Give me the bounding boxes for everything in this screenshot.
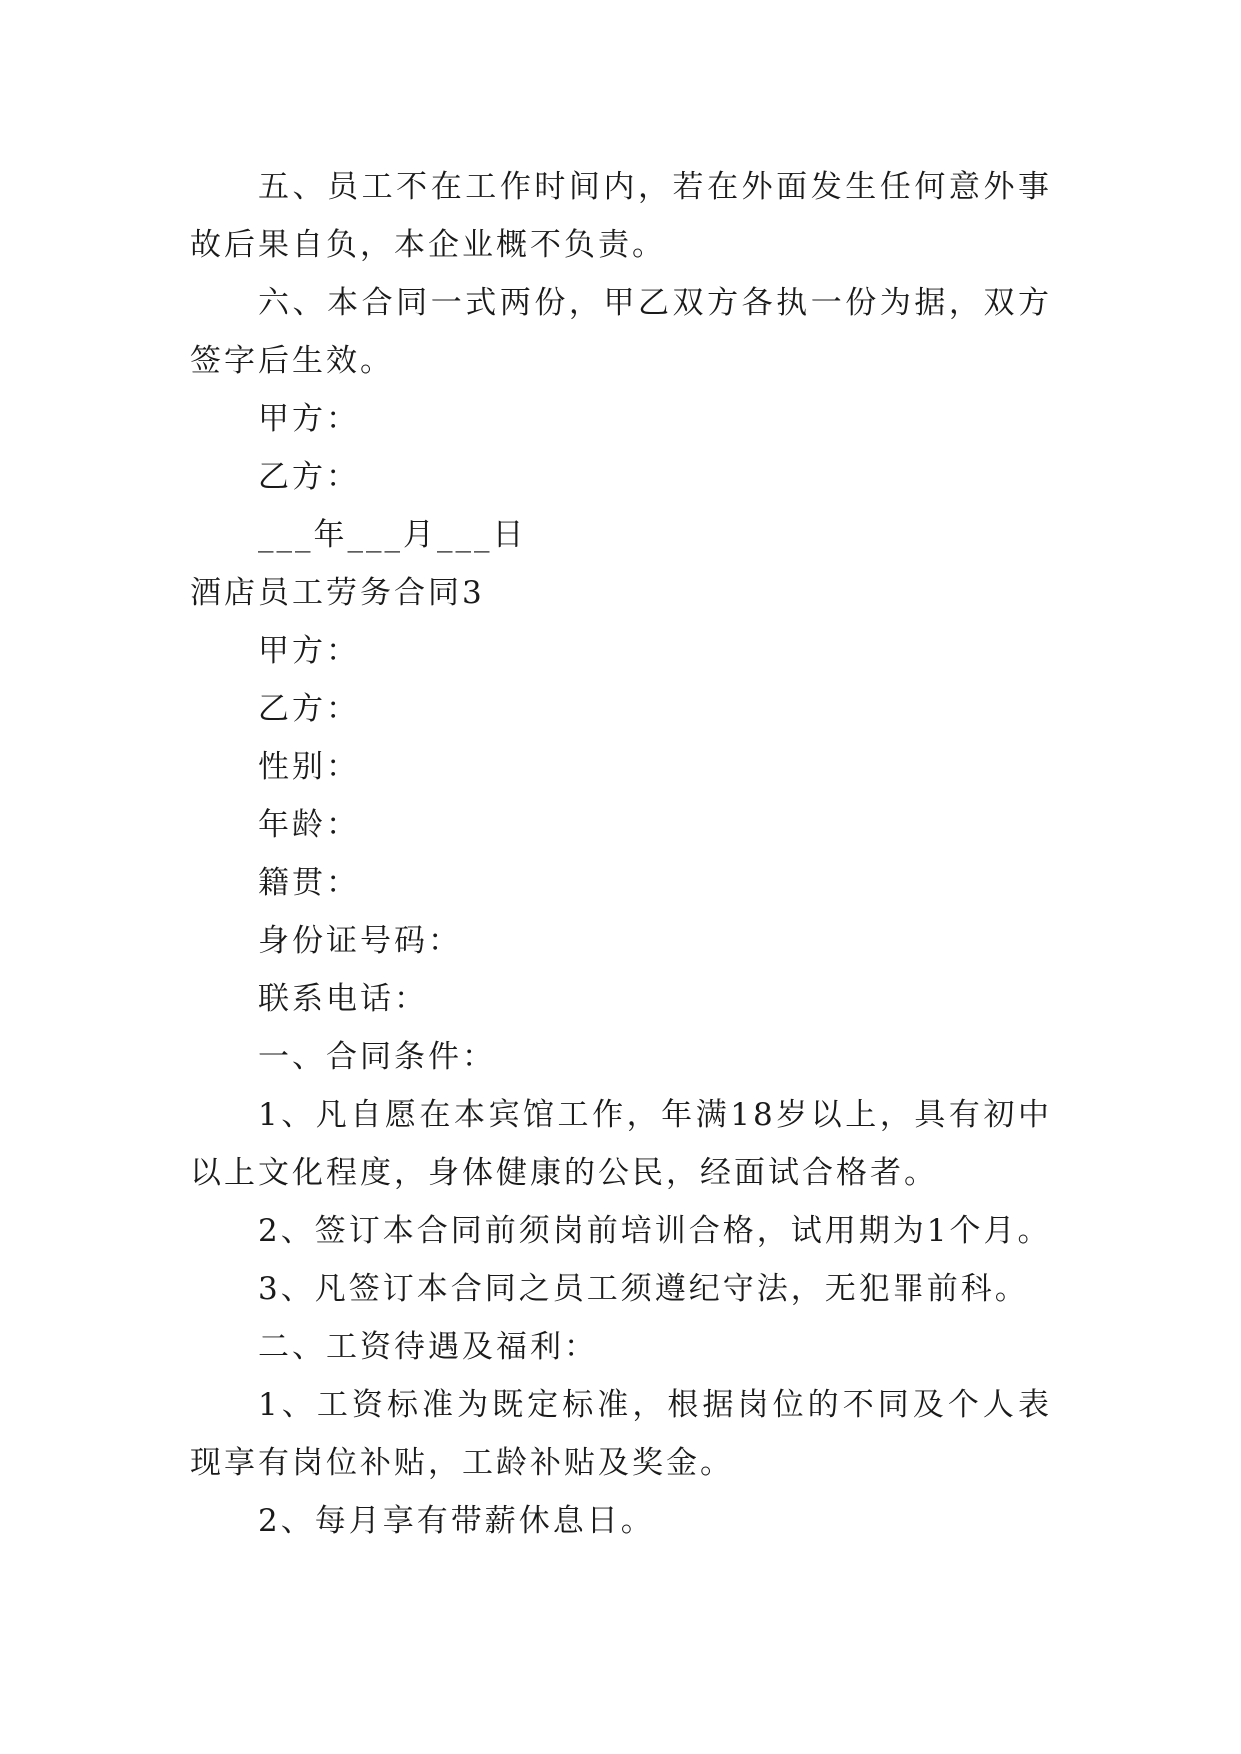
condition-item-1: 1、凡自愿在本宾馆工作，年满18岁以上，具有初中以上文化程度，身体健康的公民，经面试合格者。 bbox=[190, 1097, 1052, 1191]
document-body bbox=[190, 158, 1052, 1550]
paragraph-clause-5: 五、员工不在工作时间内，若在外面发生任何意外事故后果自负，本企业概不负责。 bbox=[190, 169, 1052, 263]
id-number-field: 身份证号码： bbox=[258, 923, 462, 959]
party-a-field: 甲方： bbox=[258, 633, 360, 669]
gender-field: 性别： bbox=[258, 749, 360, 785]
party-b-label: 乙方： bbox=[258, 459, 360, 495]
salary-item-2: 2、每月享有带薪休息日。 bbox=[258, 1503, 655, 1539]
age-field: 年龄： bbox=[258, 807, 360, 843]
hometown-field: 籍贯： bbox=[258, 865, 360, 901]
section-heading-salary: 二、工资待遇及福利： bbox=[258, 1329, 598, 1365]
condition-item-2: 2、签订本合同前须岗前培训合格，试用期为1个月。 bbox=[258, 1213, 1052, 1249]
phone-field: 联系电话： bbox=[258, 981, 428, 1017]
section-heading-conditions: 一、合同条件： bbox=[258, 1039, 496, 1075]
contract-title: 酒店员工劳务合同3 bbox=[190, 575, 485, 611]
condition-item-3: 3、凡签订本合同之员工须遵纪守法，无犯罪前科。 bbox=[258, 1271, 1029, 1307]
date-line: ___年___月___日 bbox=[258, 517, 527, 553]
party-a-label: 甲方： bbox=[258, 401, 360, 437]
paragraph-clause-6: 六、本合同一式两份，甲乙双方各执一份为据，双方签字后生效。 bbox=[190, 285, 1052, 379]
party-b-field: 乙方： bbox=[258, 691, 360, 727]
salary-item-1: 1、工资标准为既定标准，根据岗位的不同及个人表现享有岗位补贴，工龄补贴及奖金。 bbox=[190, 1387, 1052, 1481]
